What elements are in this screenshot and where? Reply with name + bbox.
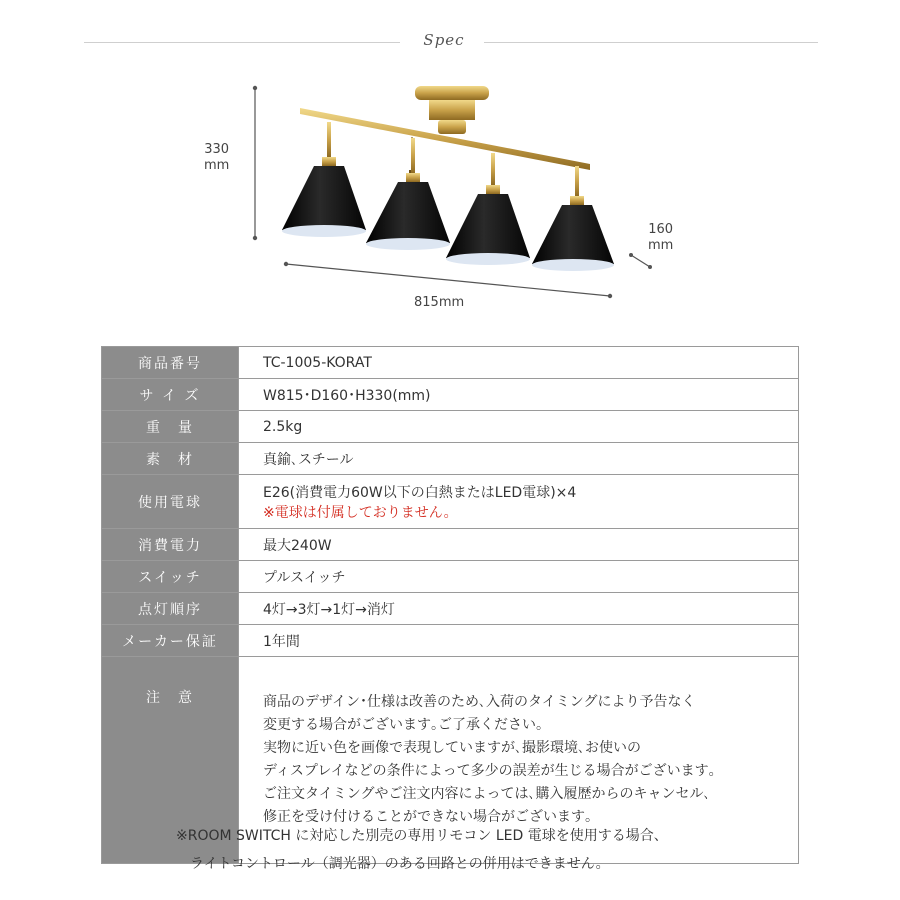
depth-dimension-label <box>648 222 673 254</box>
row-label: 重 量 <box>102 411 239 443</box>
footnote-line-1: ※ROOM SWITCH に対応した別売の専用リモコン LED 電球を使用する場合、 <box>176 828 668 844</box>
row-label: スイッチ <box>102 561 239 593</box>
row-value: 真鍮､スチール <box>239 443 799 475</box>
spec-row-product-number <box>102 347 799 379</box>
row-value: 1年間 <box>239 625 799 657</box>
row-label: サ イ ズ <box>102 379 239 411</box>
spec-row-size <box>102 379 799 411</box>
height-dimension-label <box>204 142 229 174</box>
bulb-spec-text: E26(消費電力60W以下の白熱またはLED電球)×4 <box>263 484 577 501</box>
row-label: 使用電球 <box>102 475 239 529</box>
spec-header <box>84 28 818 58</box>
header-rule-left <box>84 42 400 43</box>
notes-line: ディスプレイなどの条件によって多少の誤差が生じる場合がございます｡ <box>263 763 716 779</box>
row-label: 商品番号 <box>102 347 239 379</box>
row-value <box>239 475 799 529</box>
notes-line: ご注文タイミングやご注文内容によっては､購入履歴からのキャンセル､ <box>263 786 711 802</box>
notes-line: 変更する場合がございます｡ご了承ください｡ <box>263 717 543 733</box>
row-value: 2.5kg <box>239 411 799 443</box>
row-label: 素 材 <box>102 443 239 475</box>
spec-table <box>101 346 799 864</box>
footnote-line-2: ライトコントロール（調光器）のある回路との併用はできません。 <box>190 856 610 872</box>
row-value: 4灯→3灯→1灯→消灯 <box>239 593 799 625</box>
spec-row-warranty <box>102 625 799 657</box>
footnote <box>176 822 668 878</box>
row-label: 注 意 <box>102 657 239 864</box>
spec-row-bulb <box>102 475 799 529</box>
product-figure <box>200 80 700 320</box>
row-value: プルスイッチ <box>239 561 799 593</box>
spec-row-switch <box>102 561 799 593</box>
width-dimension-label: 815mm <box>414 295 465 310</box>
height-value: 330 <box>204 142 230 157</box>
notes-line: 商品のデザイン･仕様は改善のため､入荷のタイミングにより予告なく <box>263 694 696 710</box>
bulb-not-included-note: ※電球は付属しておりません。 <box>263 504 458 521</box>
row-value: W815･D160･H330(mm) <box>239 379 799 411</box>
row-label: メーカー保証 <box>102 625 239 657</box>
row-value: 最大240W <box>239 529 799 561</box>
notes-line: 実物に近い色を画像で表現していますが､撮影環境､お使いの <box>263 740 641 756</box>
row-value: TC-1005-KORAT <box>239 347 799 379</box>
depth-unit: mm <box>648 238 674 253</box>
notes-line: 修正を受け付けることができない場合がございます｡ <box>263 809 592 825</box>
spec-row-weight <box>102 411 799 443</box>
spec-row-power <box>102 529 799 561</box>
depth-value: 160 <box>648 222 674 237</box>
row-label: 消費電力 <box>102 529 239 561</box>
ceiling-lamp-illustration <box>200 80 700 320</box>
header-rule-right <box>484 42 818 43</box>
height-unit: mm <box>204 158 230 173</box>
spec-row-material <box>102 443 799 475</box>
row-label: 点灯順序 <box>102 593 239 625</box>
spec-title: Spec <box>423 31 465 49</box>
spec-row-lighting-order <box>102 593 799 625</box>
